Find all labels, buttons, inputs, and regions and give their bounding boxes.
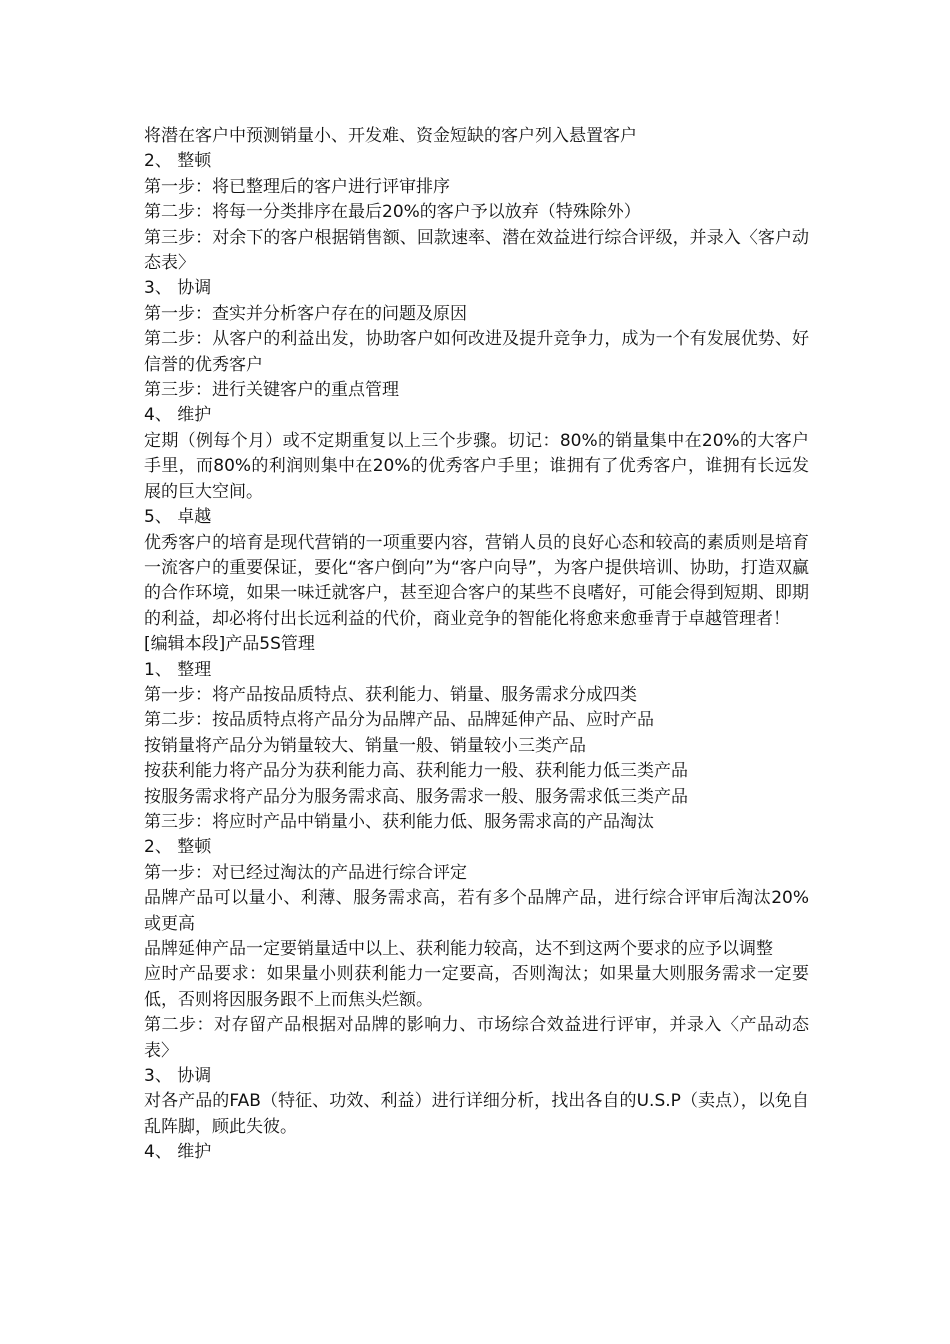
section-heading: 2、 整顿 <box>144 837 212 858</box>
paragraph: 按获利能力将产品分为获利能力高、获利能力一般、获利能力低三类产品 <box>144 761 688 782</box>
paragraph: 第一步：对已经过淘汰的产品进行综合评定 <box>144 862 467 883</box>
chapter-heading: [编辑本段]产品5S管理 <box>144 634 315 655</box>
paragraph: 按服务需求将产品分为服务需求高、服务需求一般、服务需求低三类产品 <box>144 786 688 807</box>
paragraph: 第二步：按品质特点将产品分为品牌产品、品牌延伸产品、应时产品 <box>144 710 654 731</box>
paragraph: 应时产品要求：如果量小则获利能力一定要高，否则淘汰；如果量大则服务需求一定要低，否则将因服务跟不上而焦头烂额。 <box>144 964 809 1010</box>
paragraph: 按销量将产品分为销量较大、销量一般、销量较小三类产品 <box>144 735 586 756</box>
paragraph: 定期（例每个月）或不定期重复以上三个步骤。切记：80%的销量集中在20%的大客户手里，而80%的利润则集中在20%的优秀客户手里；谁拥有了优秀客户，谁拥有长远发展的巨大空间。 <box>144 430 809 502</box>
section-heading: 4、 维护 <box>144 405 212 426</box>
paragraph: 将潜在客户中预测销量小、开发难、资金短缺的客户列入悬置客户 <box>144 126 637 146</box>
paragraph: 第一步：将产品按品质特点、获利能力、销量、服务需求分成四类 <box>144 684 637 705</box>
section-heading: 3、 协调 <box>144 278 212 299</box>
paragraph: 优秀客户的培育是现代营销的一项重要内容，营销人员的良好心态和较高的素质则是培育一流客户的重要保证，要化“客户倒向”为“客户向导”，为客户提供培训、协助，打造双赢的合作环境，如果一味迁就客户，甚至迎合客户的某些不良嗜好，可能会得到短期、即期的利益，却必将付出长远利益的代价，商业竞争的智能化将愈来愈垂青于卓越管理者！ <box>144 532 809 629</box>
section-heading: 2、 整顿 <box>144 151 212 172</box>
section-heading: 4、 维护 <box>144 1142 212 1163</box>
paragraph: 第一步：将已整理后的客户进行评审排序 <box>144 176 450 197</box>
paragraph: 第一步：查实并分析客户存在的问题及原因 <box>144 303 467 324</box>
paragraph: 第二步：对存留产品根据对品牌的影响力、市场综合效益进行评审，并录入〈产品动态表〉 <box>144 1015 809 1061</box>
section-heading: 3、 协调 <box>144 1066 212 1087</box>
paragraph: 品牌产品可以量小、利薄、服务需求高，若有多个品牌产品，进行综合评审后淘汰20%或更高 <box>144 888 809 934</box>
paragraph: 第三步：对余下的客户根据销售额、回款速率、潜在效益进行综合评级，并录入〈客户动态表〉 <box>144 227 809 274</box>
section-heading: 5、 卓越 <box>144 507 212 528</box>
paragraph: 对各产品的FAB（特征、功效、利益）进行详细分析，找出各自的U.S.P（卖点），以免自乱阵脚，顾此失彼。 <box>144 1091 809 1137</box>
paragraph: 第三步：进行关键客户的重点管理 <box>144 380 399 401</box>
section-heading: 1、 整理 <box>144 659 212 680</box>
paragraph: 第二步：将每一分类排序在最后20%的客户予以放弃（特殊除外） <box>144 202 641 223</box>
paragraph: 品牌延伸产品一定要销量适中以上、获利能力较高，达不到这两个要求的应予以调整 <box>144 939 773 959</box>
paragraph: 第二步：从客户的利益出发，协助客户如何改进及提升竞争力，成为一个有发展优势、好信誉的优秀客户 <box>144 329 809 375</box>
document-body <box>144 124 809 1166</box>
paragraph: 第三步：将应时产品中销量小、获利能力低、服务需求高的产品淘汰 <box>144 811 654 832</box>
